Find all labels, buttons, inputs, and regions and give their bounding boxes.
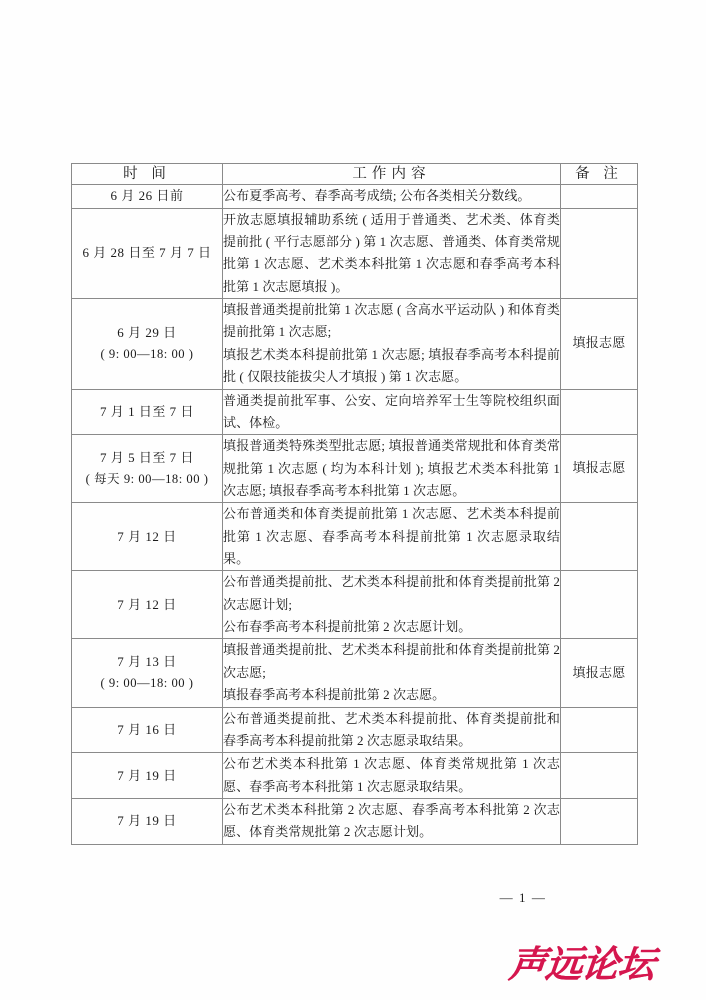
work-paragraph: 公布艺术类本科批第 2 次志愿、春季高考本科批第 2 次志愿、体育类常规批第 2 次志愿计划。 (223, 802, 560, 840)
time-main: 7 月 1 日至 7 日 (100, 403, 194, 419)
cell-remark (561, 389, 638, 435)
table-row (72, 639, 638, 707)
work-paragraph: 公布春季高考本科提前批第 2 次志愿计划。 (223, 619, 472, 635)
cell-remark (561, 571, 638, 639)
work-paragraph: 普通类提前批军事、公安、定向培养军士生等院校组织面试、体检。 (223, 392, 560, 430)
time-main: 7 月 12 日 (117, 528, 177, 544)
cell-time (72, 799, 223, 845)
page-number-text: — 1 — (499, 890, 547, 905)
cell-remark: 填报志愿 (561, 639, 638, 707)
cell-remark: 填报志愿 (561, 299, 638, 389)
work-paragraph: 公布普通类和体育类提前批第 1 次志愿、艺术类本科提前批第 1 次志愿、春季高考本科提前批第 1 次志愿录取结果。 (223, 506, 560, 567)
page-number (0, 890, 706, 906)
cell-time (72, 389, 223, 435)
work-paragraph: 填报普通类提前批第 1 次志愿 ( 含高水平运动队 ) 和体育类提前批第 1 次志愿; (223, 302, 560, 340)
table-row (72, 753, 638, 799)
cell-work-content (223, 639, 561, 707)
time-main: 7 月 19 日 (117, 813, 177, 829)
cell-time (72, 753, 223, 799)
time-main: 7 月 5 日至 7 日 (100, 450, 194, 466)
cell-work-content (223, 389, 561, 435)
cell-work-content (223, 799, 561, 845)
work-paragraph: 填报普通类特殊类型批志愿; 填报普通类常规批和体育类常规批第 1 次志愿 ( 均为本科计划 ); 填报艺术类本科批第 1 次志愿; 填报春季高考本科批第 1 次志愿。 (223, 438, 560, 498)
column-header-work: 工作内容 (223, 164, 561, 185)
cell-work-content (223, 503, 561, 571)
work-paragraph: 开放志愿填报辅助系统 ( 适用于普通类、艺术类、体育类提前批 ( 平行志愿部分 ) 第 1 次志愿、普通类、体育类常规批第 1 次志愿、艺术类本科批第 1 次志愿和春季高考本科批第 1 次志愿填报 )。 (223, 211, 560, 294)
cell-work-content (223, 435, 561, 503)
cell-work-content (223, 571, 561, 639)
column-header-time: 时 间 (72, 164, 223, 185)
schedule-table (71, 163, 638, 845)
time-sub: ( 9: 00—18: 00 ) (100, 676, 194, 691)
cell-time (72, 185, 223, 208)
cell-time (72, 571, 223, 639)
time-sub: ( 9: 00—18: 00 ) (100, 347, 194, 362)
time-main: 7 月 12 日 (117, 596, 177, 612)
cell-remark (561, 503, 638, 571)
cell-time (72, 299, 223, 389)
cell-remark (561, 707, 638, 753)
cell-time (72, 707, 223, 753)
table-row (72, 185, 638, 208)
table-row (72, 571, 638, 639)
work-paragraph: 公布艺术类本科批第 1 次志愿、体育类常规批第 1 次志愿、春季高考本科批第 1 次志愿录取结果。 (223, 756, 560, 794)
work-paragraph: 填报艺术类本科提前批第 1 次志愿; 填报春季高考本科提前批 ( 仅限技能拔尖人才填报 ) 第 1 次志愿。 (223, 346, 560, 385)
work-paragraph: 填报春季高考本科提前批第 2 次志愿。 (223, 687, 446, 703)
cell-time (72, 639, 223, 707)
table-row (72, 707, 638, 753)
cell-work-content (223, 208, 561, 298)
table-row (72, 503, 638, 571)
cell-work-content (223, 185, 561, 208)
time-sub: ( 每天 9: 00—18: 00 ) (85, 472, 209, 487)
cell-work-content (223, 299, 561, 389)
time-main: 6 月 28 日至 7 月 7 日 (82, 245, 212, 261)
table-row (72, 299, 638, 389)
table-header (72, 164, 638, 185)
table-row (72, 389, 638, 435)
cell-remark (561, 208, 638, 298)
cell-remark (561, 753, 638, 799)
cell-time (72, 503, 223, 571)
cell-remark (561, 185, 638, 208)
time-main: 7 月 13 日 (117, 654, 177, 670)
table-header-row (72, 164, 638, 185)
table-row (72, 435, 638, 503)
column-header-remark: 备 注 (561, 164, 638, 185)
cell-time (72, 435, 223, 503)
table-row (72, 799, 638, 845)
table-body (72, 185, 638, 844)
work-paragraph: 公布夏季高考、春季高考成绩; 公布各类相关分数线。 (223, 188, 531, 204)
table-row (72, 208, 638, 298)
work-paragraph: 公布普通类提前批、艺术类本科提前批、体育类提前批和春季高考本科提前批第 2 次志愿录取结果。 (223, 710, 560, 748)
cell-time (72, 208, 223, 298)
work-paragraph: 填报普通类提前批、艺术类本科提前批和体育类提前批第 2 次志愿; (223, 642, 560, 680)
cell-remark (561, 799, 638, 845)
cell-work-content (223, 707, 561, 753)
time-main: 7 月 16 日 (117, 721, 177, 737)
cell-work-content (223, 753, 561, 799)
forum-watermark: 声远论坛 (506, 943, 657, 986)
time-main: 6 月 29 日 (117, 325, 177, 341)
work-paragraph: 公布普通类提前批、艺术类本科提前批和体育类提前批第 2 次志愿计划; (223, 574, 560, 612)
time-main: 6 月 26 日前 (110, 188, 184, 204)
time-main: 7 月 19 日 (117, 767, 177, 783)
cell-remark: 填报志愿 (561, 435, 638, 503)
